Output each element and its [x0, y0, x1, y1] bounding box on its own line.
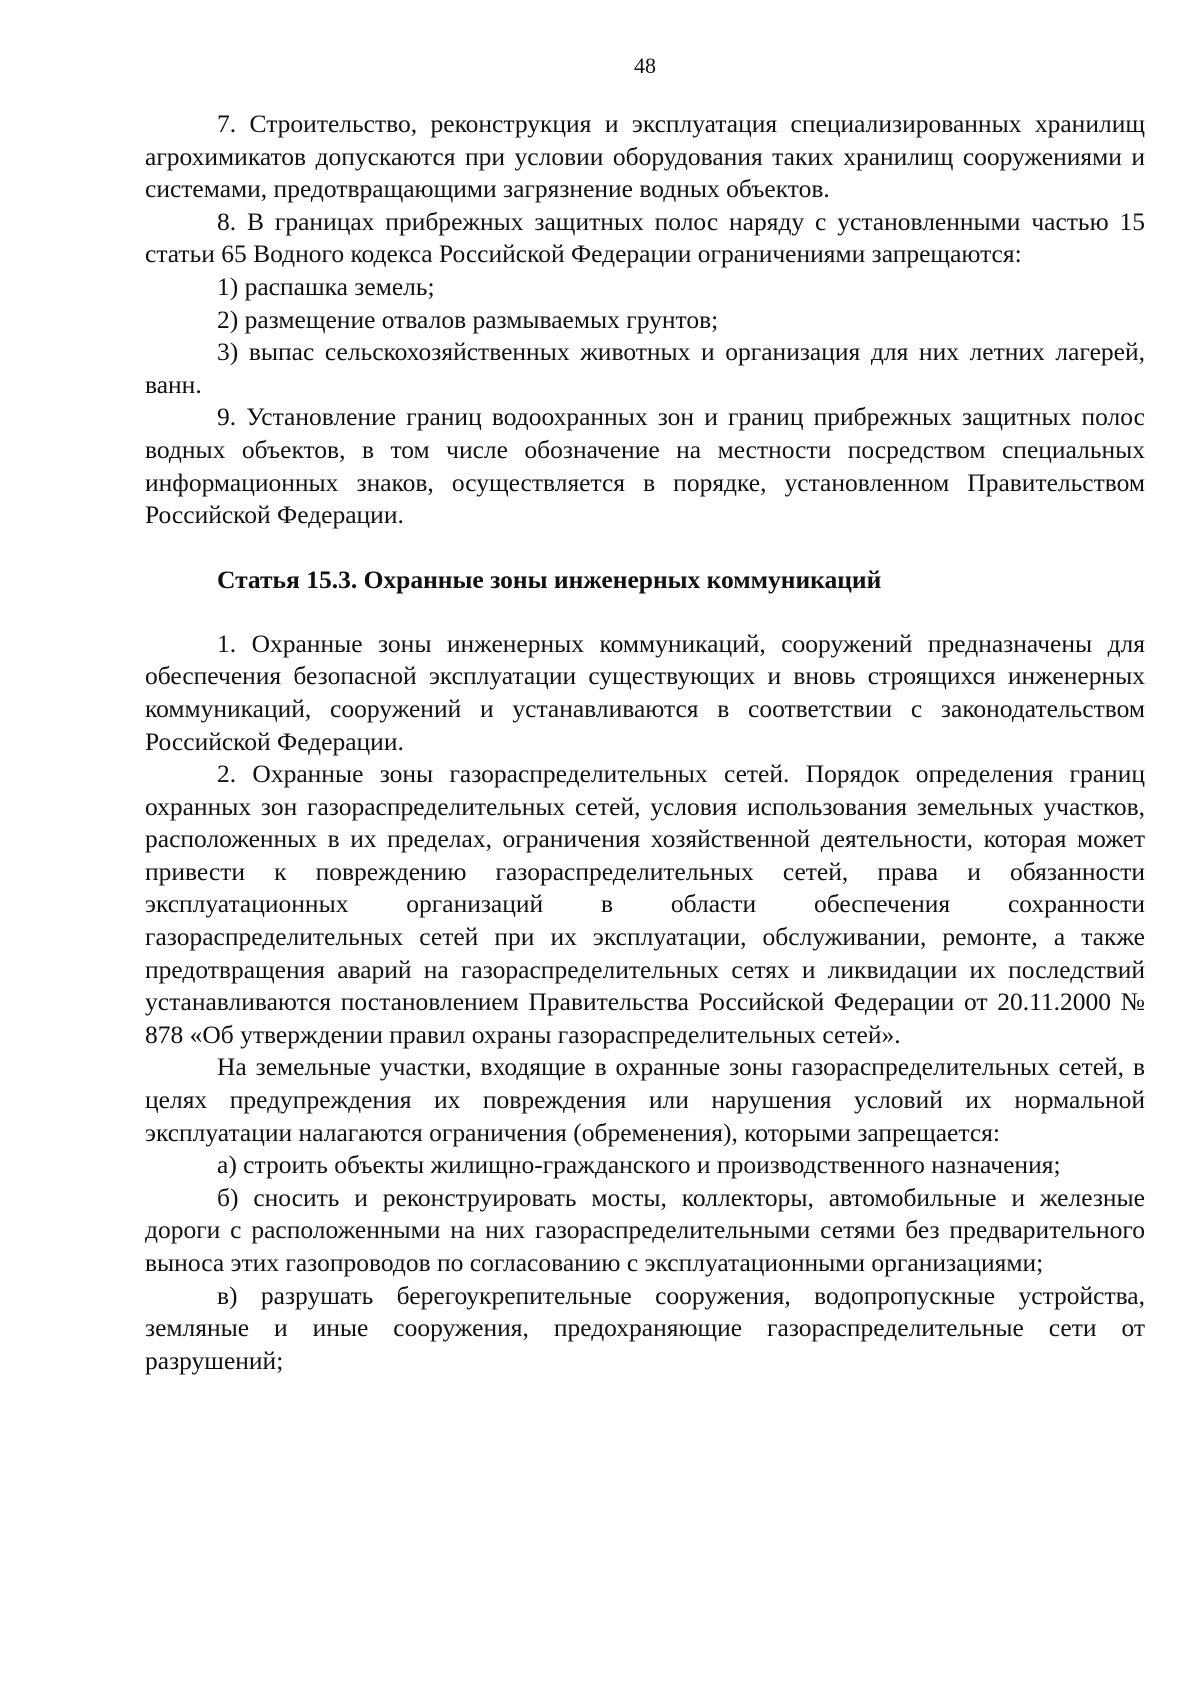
list-item-a: а) строить объекты жилищно-гражданского и производственного назначения; — [217, 1150, 1061, 1180]
section-engineering-zones — [145, 628, 1145, 1378]
paragraph-restrictions-intro: На земельные участки, входящие в охранные зоны газораспределительных сетей, в целях предупреждения их повреждения или нарушения условий их нормальной эксплуатации налагаются ограничения (обременения), которыми запрещается: — [145, 1052, 1145, 1147]
list-item-3: 3) выпас сельскохозяйственных животных и организация для них летних лагерей, ванн. — [145, 337, 1145, 399]
list-item-b: б) сносить и реконструировать мосты, коллекторы, автомобильные и железные дороги с расположенными на них газораспределительными сетями без предварительного выноса этих газопроводов по согласованию с эксплуатационными организациями; — [145, 1182, 1145, 1277]
paragraph-7: 7. Строительство, реконструкция и эксплуатация специализированных хранилищ агрохимикатов допускаются при условии оборудования таких хранилищ сооружениями и системами, предотвращающими загрязнение водных объектов. — [145, 109, 1145, 204]
paragraph-2: 2. Охранные зоны газораспределительных сетей. Порядок определения границ охранных зон газораспределительных сетей, условия использования земельных участков, расположенных в их пределах, ограничения хозяйственной деятельности, которая может привести к повреждению газораспределительных сетей, права и обязанности эксплуатационных организаций в области обеспечения сохранности газораспределительных сетей при их эксплуатации, обслуживании, ремонте, а также предотвращения аварий на газораспределительных сетях и ликвидации их последствий устанавливаются постановлением Правительства Российской Федерации от 20.11.2000 № 878 «Об утверждении правил охраны газораспределительных сетей». — [145, 759, 1145, 1049]
list-item-v: в) разрушать берегоукрепительные сооружения, водопропускные устройства, земляные и иные сооружения, предохраняющие газораспределительные сети от разрушений; — [145, 1280, 1145, 1375]
list-item-1: 1) распашка земель; — [217, 271, 435, 301]
paragraph-9: 9. Установление границ водоохранных зон и границ прибрежных защитных полос водных объектов, в том числе обозначение на местности посредством специальных информационных знаков, осуществляется в порядке, установленном Правительством Российской Федерации. — [145, 402, 1145, 530]
paragraph-8: 8. В границах прибрежных защитных полос наряду с установленными частью 15 статьи 65 Водного кодекса Российской Федерации ограничениями запрещаются: — [145, 206, 1145, 269]
page-number: 48 — [634, 53, 656, 78]
article-heading: Статья 15.3. Охранные зоны инженерных коммуникаций — [217, 564, 882, 594]
paragraph-1: 1. Охранные зоны инженерных коммуникаций, сооружений предназначены для обеспечения безопасной эксплуатации существующих и вновь строящихся инженерных коммуникаций, сооружений и устанавливаются в соответствии с законодательством Российской Федерации. — [145, 628, 1145, 756]
section-water-protection — [145, 108, 1145, 532]
list-item-2: 2) размещение отвалов размываемых грунтов; — [217, 304, 719, 334]
document-page — [145, 52, 1145, 1377]
